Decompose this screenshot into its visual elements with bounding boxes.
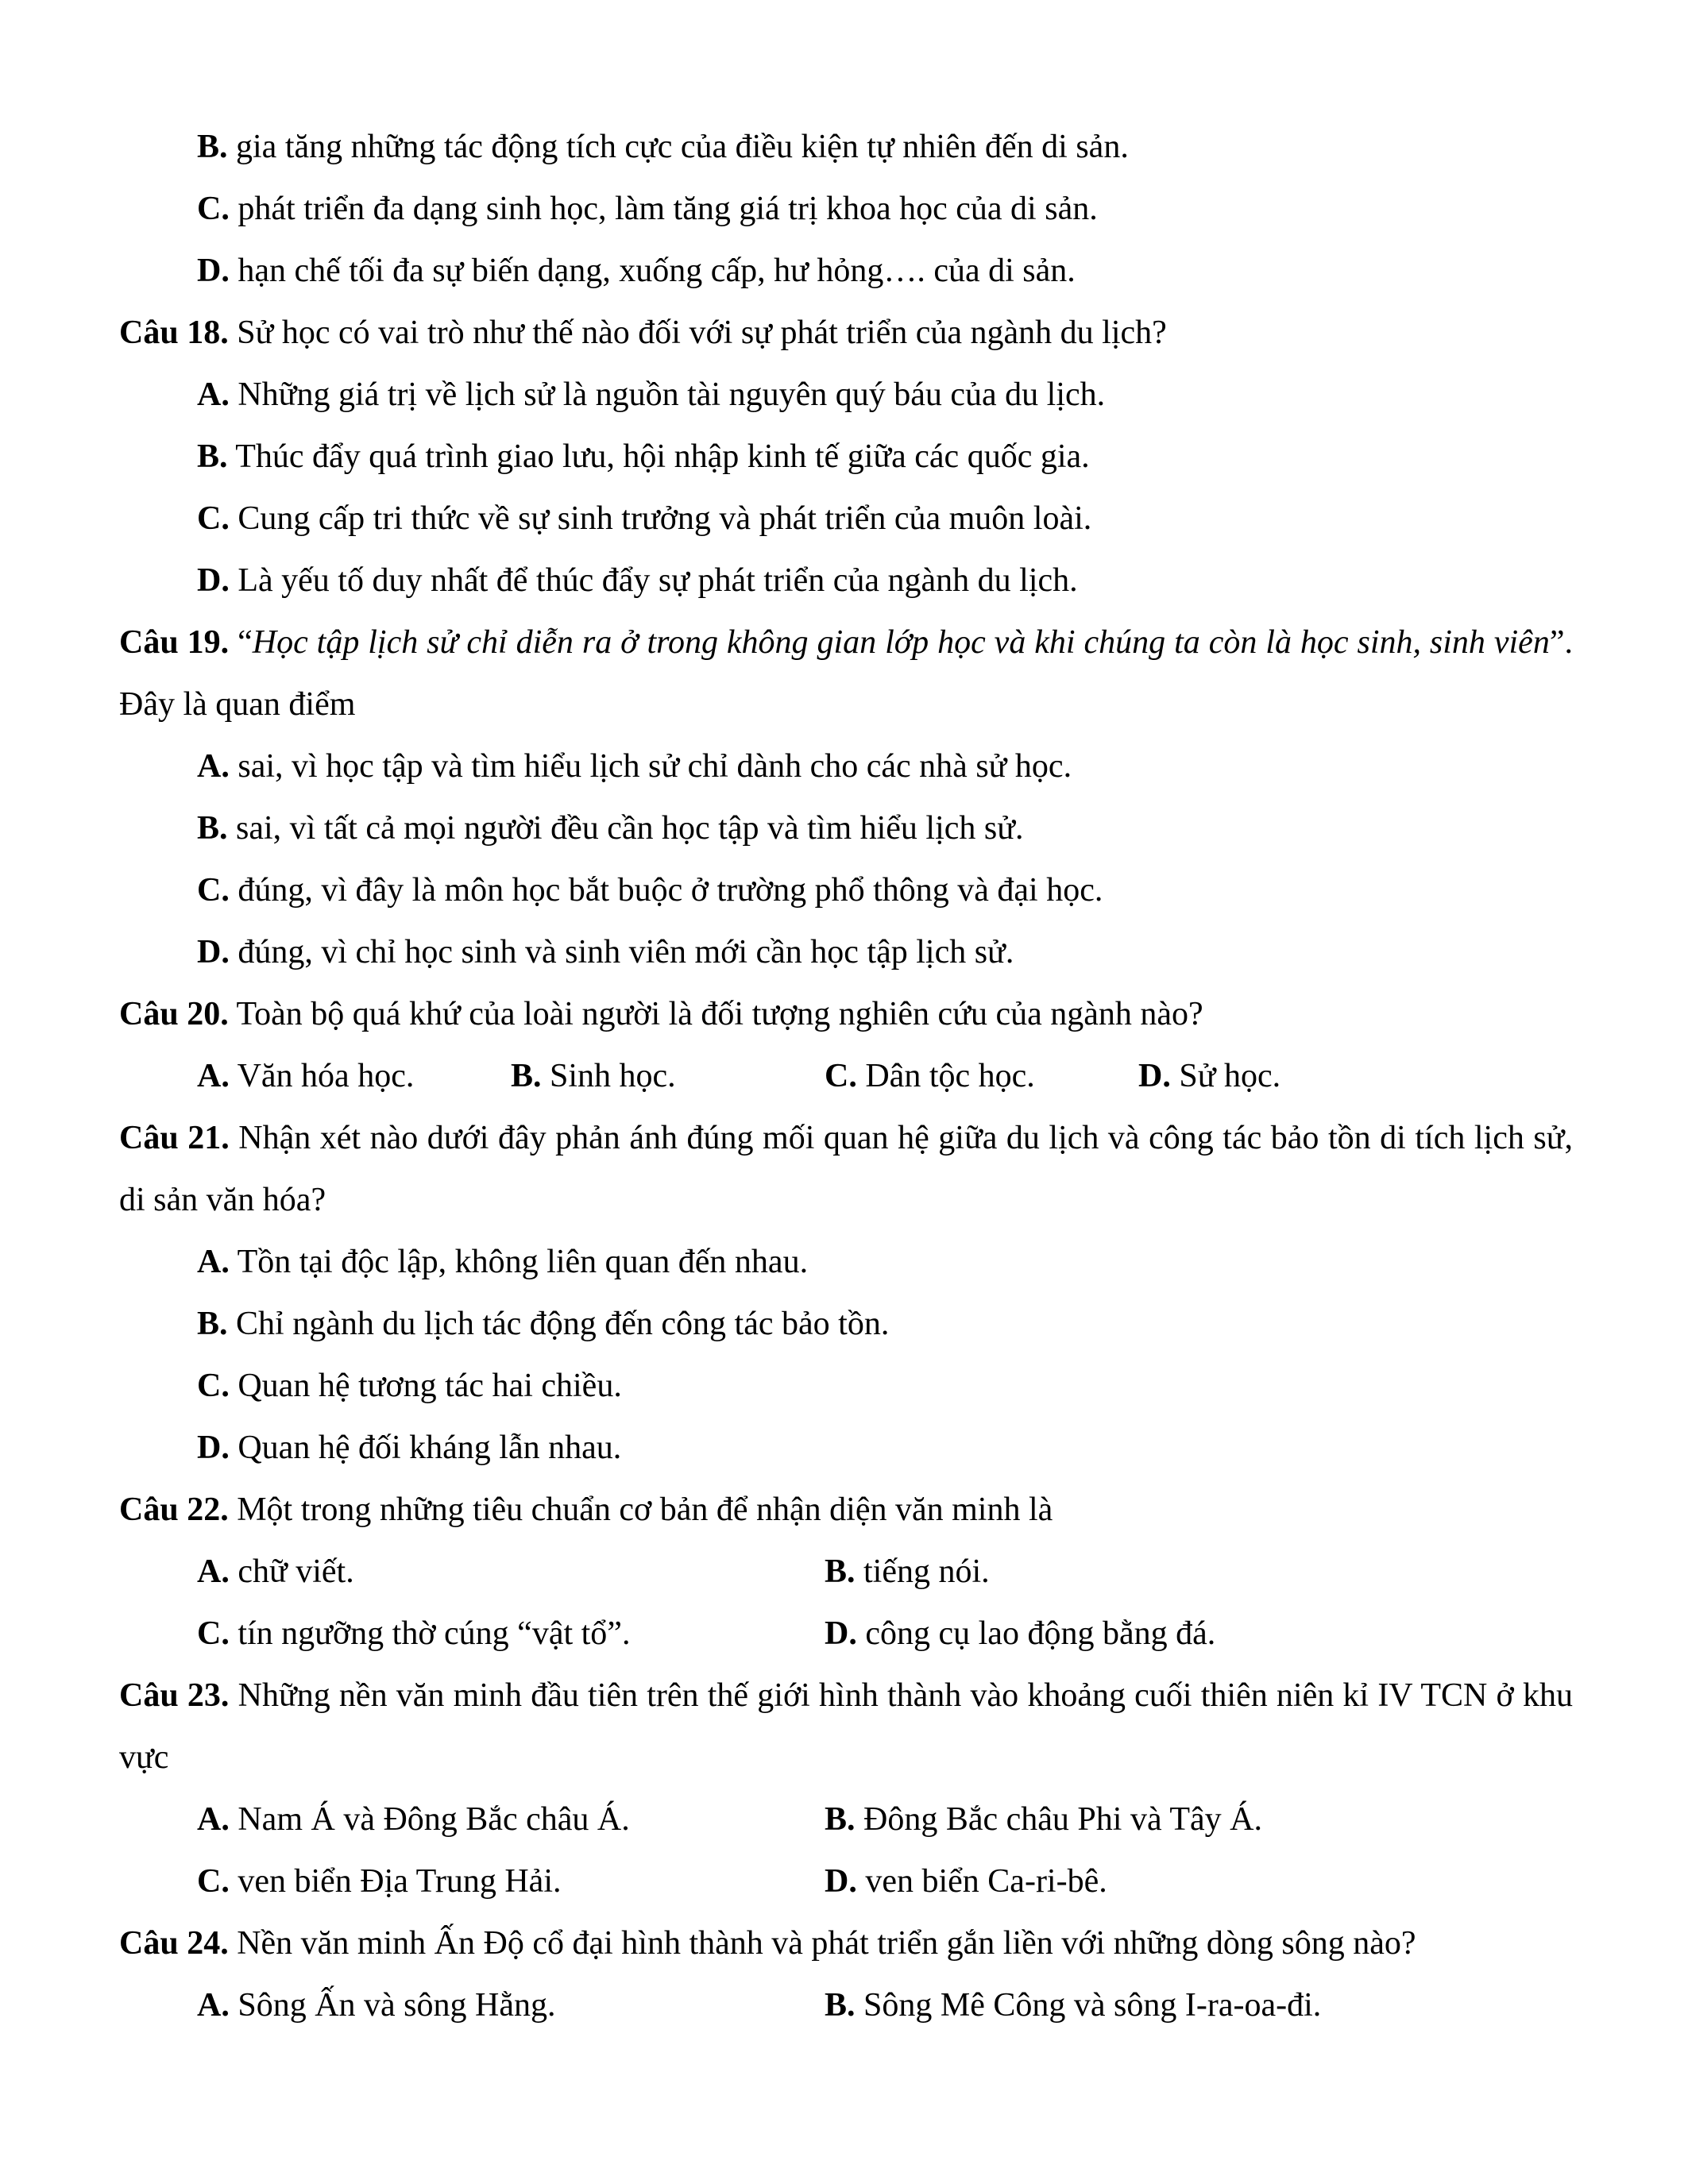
question-stem: Câu 23. Những nền văn minh đầu tiên trên thế giới hình thành vào khoảng cuối thiên niên kỉ IV TCN ở khu vực [119, 1677, 1573, 1776]
option-a: A. sai, vì học tập và tìm hiểu lịch sử chỉ dành cho các nhà sử học. [197, 748, 1072, 785]
option-c: C. Cung cấp tri thức về sự sinh trưởng và phát triển của muôn loài. [197, 500, 1092, 537]
question-number: Câu 19. [119, 624, 230, 661]
question-number: Câu 24. [119, 1925, 229, 1962]
question-23 [119, 1665, 1573, 1912]
option-c: C. tín ngưỡng thờ cúng “vật tổ”. [197, 1615, 631, 1652]
options-row [119, 1045, 1573, 1107]
option-a: A. Văn hóa học. [197, 1058, 415, 1094]
option-d: D. đúng, vì chỉ học sinh và sinh viên mới cần học tập lịch sử. [197, 934, 1014, 970]
question-19 [119, 612, 1573, 983]
question-number: Câu 20. [119, 996, 229, 1032]
question-number: Câu 18. [119, 314, 229, 351]
options-row [119, 1603, 1573, 1665]
question-24 [119, 1912, 1573, 2036]
options-row [119, 1788, 1573, 1850]
option-b: B. tiếng nói. [825, 1553, 990, 1590]
question-17-tail [119, 116, 1573, 302]
options-row [119, 1974, 1573, 2036]
question-18 [119, 302, 1573, 612]
option-b: B. Đông Bắc châu Phi và Tây Á. [825, 1801, 1262, 1838]
option-c: C. ven biển Địa Trung Hải. [197, 1863, 562, 1900]
option-c: C. đúng, vì đây là môn học bắt buộc ở trường phổ thông và đại học. [197, 872, 1103, 909]
option-b: B. sai, vì tất cả mọi người đều cần học tập và tìm hiểu lịch sử. [197, 810, 1024, 847]
document-page [119, 116, 1573, 2036]
option-d: D. Quan hệ đối kháng lẫn nhau. [197, 1430, 622, 1466]
option-d: D. hạn chế tối đa sự biến dạng, xuống cấp, hư hỏng…. của di sản. [197, 253, 1076, 289]
option-c: C. Dân tộc học. [825, 1058, 1035, 1094]
options-row [119, 1541, 1573, 1603]
question-number: Câu 21. [119, 1120, 230, 1156]
option-b: B. gia tăng những tác động tích cực của điều kiện tự nhiên đến di sản. [197, 129, 1129, 165]
option-b: B. Chỉ ngành du lịch tác động đến công tác bảo tồn. [197, 1306, 890, 1342]
option-b: B. Thúc đẩy quá trình giao lưu, hội nhập kinh tế giữa các quốc gia. [197, 438, 1090, 475]
option-a: A. Những giá trị về lịch sử là nguồn tài nguyên quý báu của du lịch. [197, 376, 1106, 413]
option-d: D. ven biển Ca-ri-bê. [825, 1863, 1107, 1900]
option-b: B. Sông Mê Công và sông I-ra-oa-đi. [825, 1987, 1322, 2024]
question-stem: Câu 20. Toàn bộ quá khứ của loài người là đối tượng nghiên cứu của ngành nào? [119, 996, 1203, 1032]
option-c: C. Quan hệ tương tác hai chiều. [197, 1368, 622, 1404]
question-number: Câu 23. [119, 1677, 230, 1714]
quoted-statement: Học tập lịch sử chỉ diễn ra ở trong không gian lớp học và khi chúng ta còn là học sinh, sinh viên [252, 624, 1550, 661]
question-stem: Câu 22. Một trong những tiêu chuẩn cơ bản để nhận diện văn minh là [119, 1491, 1053, 1528]
option-d: D. Là yếu tố duy nhất để thúc đẩy sự phát triển của ngành du lịch. [197, 562, 1078, 599]
option-c: C. phát triển đa dạng sinh học, làm tăng giá trị khoa học của di sản. [197, 191, 1098, 227]
question-21 [119, 1107, 1573, 1479]
question-stem: Câu 19. “Học tập lịch sử chỉ diễn ra ở trong không gian lớp học và khi chúng ta còn là học sinh, sinh viên”. Đây là quan điểm [119, 624, 1573, 723]
option-d: D. công cụ lao động bằng đá. [825, 1615, 1216, 1652]
option-d: D. Sử học. [1138, 1058, 1281, 1094]
option-a: A. Nam Á và Đông Bắc châu Á. [197, 1801, 630, 1838]
question-stem: Câu 24. Nền văn minh Ấn Độ cổ đại hình thành và phát triển gắn liền với những dòng sông nào? [119, 1925, 1416, 1962]
question-stem: Câu 18. Sử học có vai trò như thế nào đối với sự phát triển của ngành du lịch? [119, 314, 1167, 351]
option-a: A. chữ viết. [197, 1553, 354, 1590]
question-22 [119, 1479, 1573, 1665]
question-number: Câu 22. [119, 1491, 229, 1528]
option-a: A. Tồn tại độc lập, không liên quan đến nhau. [197, 1244, 809, 1280]
option-b: B. Sinh học. [511, 1058, 676, 1094]
option-a: A. Sông Ấn và sông Hằng. [197, 1987, 556, 2024]
question-stem: Câu 21. Nhận xét nào dưới đây phản ánh đúng mối quan hệ giữa du lịch và công tác bảo tồn di tích lịch sử, di sản văn hóa? [119, 1120, 1573, 1218]
options-row [119, 1850, 1573, 1912]
question-20 [119, 983, 1573, 1107]
